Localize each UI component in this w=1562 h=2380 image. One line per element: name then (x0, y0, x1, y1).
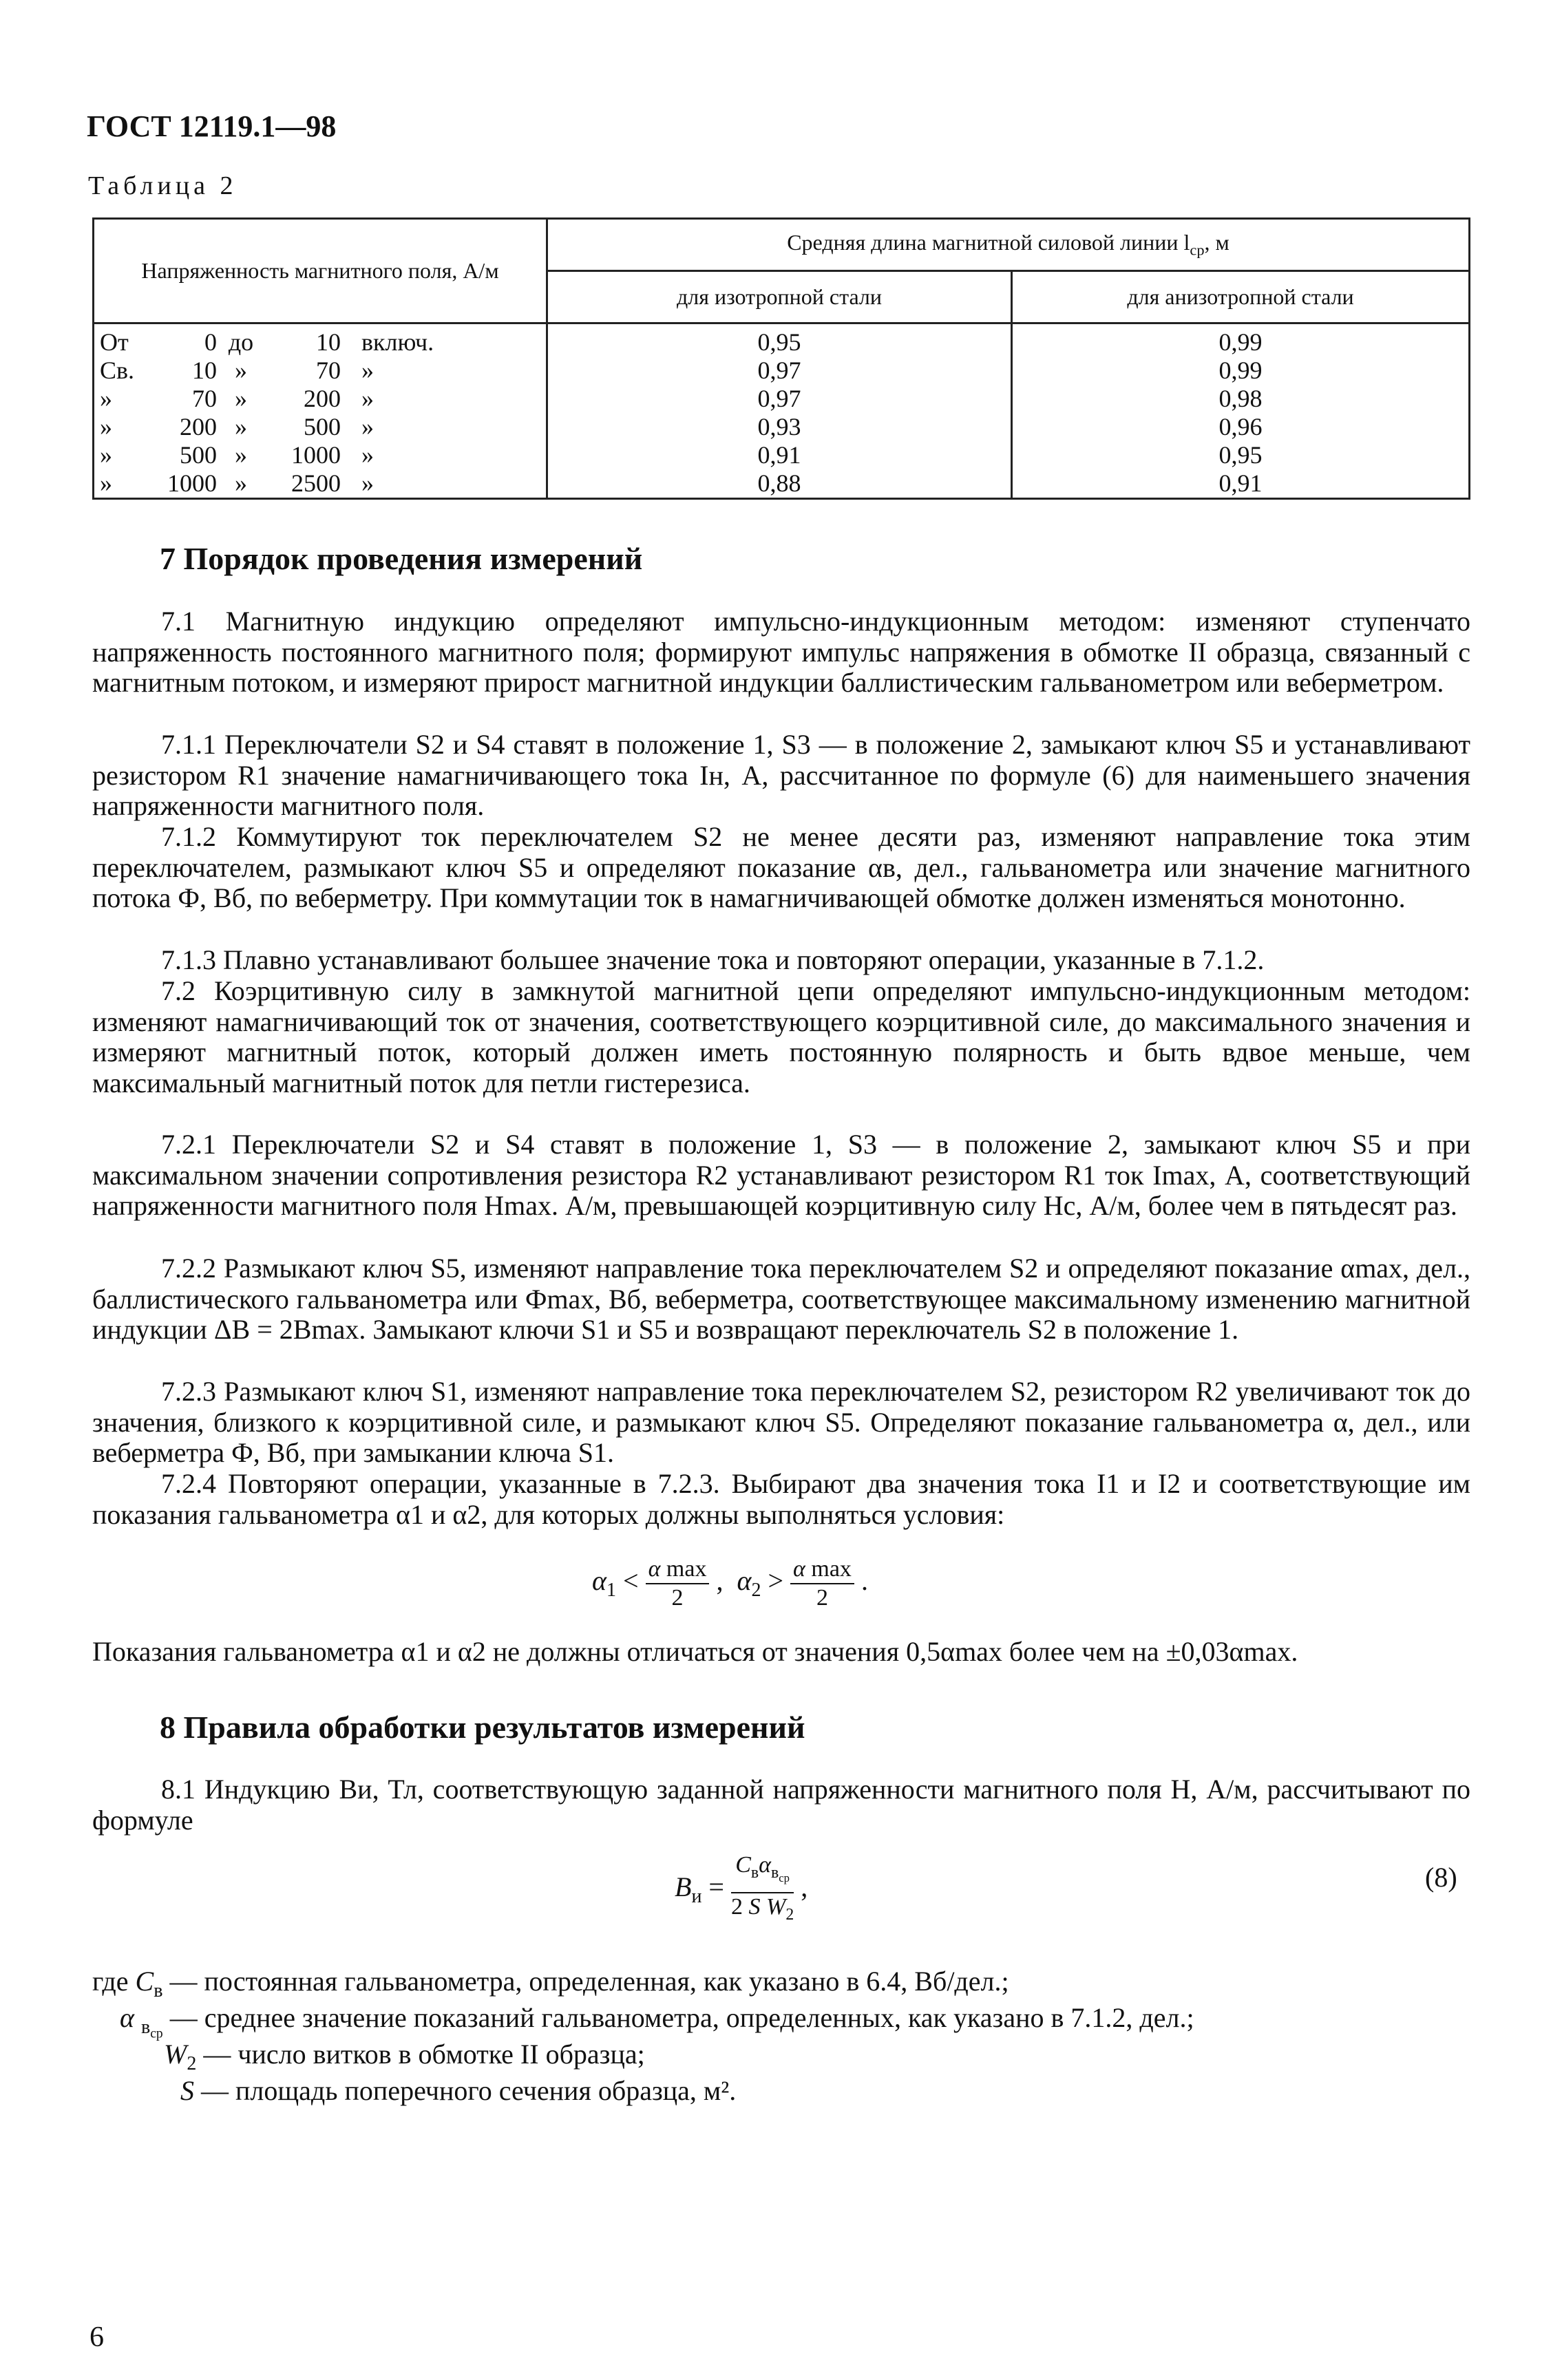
table-row (94, 469, 1470, 499)
paragraph-7-1-2: 7.1.2 Коммутируют ток переключателем S2 не менее десяти раз, изменяют направление тока этим переключателем, размыкают ключ S5 и определяют показание αв, дел., гальванометра или значение магнитного потока Ф, Вб, по веберметру. При коммутации ток в намагничивающей обмотке должен изменяться монотонно. (92, 821, 1470, 914)
col-header-field-strength: Напряженность магнитного поля, А/м (94, 219, 547, 323)
paragraph-7-1: 7.1 Магнитную индукцию определяют импульсно-индукционным методом: изменяют ступенчато напряженность постоянного магнитного поля; формируют импульс напряжения в обмотке II образца, связанный с магнитным потоком, и измеряют прирост магнитной индукции баллистическим гальванометром или веберметром. (92, 606, 1470, 699)
cell-range: » 200 » 500 » (94, 413, 547, 441)
table-row (94, 357, 1470, 385)
table-row (94, 385, 1470, 413)
cell-isotropic: 0,93 (547, 413, 1012, 441)
cell-range: » 70 » 200 » (94, 385, 547, 413)
cell-range: От 0 до 10 включ. (94, 323, 547, 357)
cell-isotropic: 0,95 (547, 323, 1012, 357)
table-2 (92, 217, 1470, 500)
table-row (94, 323, 1470, 357)
paragraph-7-2-3: 7.2.3 Размыкают ключ S1, изменяют направление тока переключателем S2, резистором R2 увеличивают ток до значения, близкого к коэрцитивной силе, и размыкают ключ S5. Определяют показание гальванометра α, дел., или веберметра Ф, Вб, при замыкании ключа S1. (92, 1376, 1471, 1469)
cell-anisotropic: 0,95 (1012, 441, 1470, 469)
formula-8: $В_и$ = $\frac{С_в\alpha_{в_{ср}}}{2 S W_2}$ , (675, 1852, 808, 1924)
paragraph-8-1: 8.1 Индукцию Ви, Тл, соответствующую заданной напряженности магнитного поля Н, А/м, рассчитывают по формуле (92, 1774, 1470, 1836)
col-header-group: Средняя длина магнитной силовой линии $l_{ср}$, м (547, 219, 1470, 271)
cell-isotropic: 0,91 (547, 441, 1012, 469)
table-row (94, 413, 1470, 441)
cell-range: » 1000 » 2500 » (94, 469, 547, 499)
paragraph-7-1-1: 7.1.1 Переключатели S2 и S4 ставят в положение 1, S3 — в положение 2, замыкают ключ S5 и устанавливают резистором R1 значение намагничивающего тока Iн, А, рассчитанное по формуле (6) для наименьшего значения напряженности магнитного поля. (92, 729, 1470, 822)
condition-text: Показания гальванометра α1 и α2 не должны отличаться от значения 0,5αmax более чем на ±0,03αmax. (92, 1636, 1298, 1667)
page-number: 6 (89, 2321, 104, 2353)
col-header-anisotropic: для анизотропной стали (1012, 271, 1470, 323)
cell-anisotropic: 0,98 (1012, 385, 1470, 413)
paragraph-7-2-2: 7.2.2 Размыкают ключ S5, изменяют направление тока переключателем S2 и определяют показание αmax, дел., баллистического гальванометра или Фmax, Вб, веберметра, соответствующее максимальному изменению магнитной индукции ΔВ = 2Вmax. Замыкают ключи S1 и S5 и возвращают переключатель S2 в положение 1. (92, 1253, 1470, 1346)
section-7-title: 7 Порядок проведения измерений (160, 541, 643, 576)
cell-isotropic: 0,88 (547, 469, 1012, 499)
table-row (94, 441, 1470, 469)
table-caption: Таблица 2 (88, 171, 238, 200)
cell-anisotropic: 0,96 (1012, 413, 1470, 441)
condition-formula: $\alpha_1$ < $\frac{\text{α max}}{2}$ , $\alpha_2$ > $\frac{\text{α max}}{2}$ . (592, 1556, 868, 1611)
cell-anisotropic: 0,99 (1012, 323, 1470, 357)
document-header: ГОСТ 12119.1—98 (87, 109, 337, 143)
symbol-definitions: где $С_в$ — постоянная гальванометра, определенная, как указано в 6.4, Вб/дел.; α $_{в_{ср}}$ — среднее значение показаний гальванометра, определенных, как указано в 7.1.2, дел.; $W_2$ — число витков в обмотке II образца; S — площадь поперечного сечения образца, м². (92, 1966, 1194, 2106)
paragraph-7-2-4: 7.2.4 Повторяют операции, указанные в 7.2.3. Выбирают два значения тока I1 и I2 и соответствующие им показания гальванометра α1 и α2, для которых должны выполняться условия: (92, 1468, 1470, 1530)
paragraph-7-2-1: 7.2.1 Переключатели S2 и S4 ставят в положение 1, S3 — в положение 2, замыкают ключ S5 и при максимальном значении сопротивления резистора R2 устанавливают резистором R1 ток Imax, А, соответствующий напряженности магнитного поля Hmax. А/м, превышающей коэрцитивную силу Hc, А/м, более чем в пятьдесят раз. (92, 1129, 1470, 1222)
paragraph-7-2: 7.2 Коэрцитивную силу в замкнутой магнитной цепи определяют импульсно-индукционным методом: изменяют намагничивающий ток от значения, соответствующего коэрцитивной силе, до максимального значения и измеряют магнитный поток, который должен иметь постоянную полярность и быть вдвое меньше, чем максимальный магнитный поток для петли гистерезиса. (92, 975, 1470, 1098)
cell-range: » 500 » 1000 » (94, 441, 547, 469)
cell-anisotropic: 0,99 (1012, 357, 1470, 385)
col-header-isotropic: для изотропной стали (547, 271, 1012, 323)
cell-isotropic: 0,97 (547, 357, 1012, 385)
cell-range: Св. 10 » 70 » (94, 357, 547, 385)
cell-anisotropic: 0,91 (1012, 469, 1470, 499)
formula-number: (8) (1425, 1862, 1457, 1893)
section-8-title: 8 Правила обработки результатов измерений (160, 1710, 805, 1745)
cell-isotropic: 0,97 (547, 385, 1012, 413)
paragraph-7-1-3: 7.1.3 Плавно устанавливают большее значение тока и повторяют операции, указанные в 7.1.2. (161, 944, 1265, 975)
